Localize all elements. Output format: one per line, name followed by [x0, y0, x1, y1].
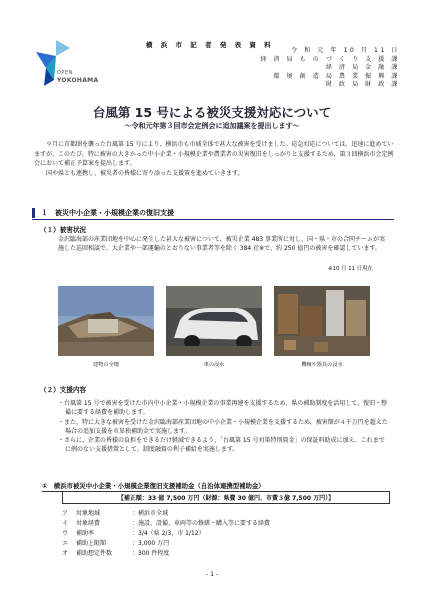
dept-4: 財 政 局 財 政 課 [325, 81, 400, 89]
logo-city-text: YOKOHAMA [57, 77, 99, 84]
subsidy-title: ① 横浜市被災中小企業・小規模企業復旧支援補助金（自治体連携型補助金） [42, 482, 265, 490]
photo-building-collapse [58, 286, 154, 356]
dept-3: 環 境 創 造 局 農 業 振 興 課 [273, 72, 400, 80]
detail-row: エ 補助上限額 ：3,000 万円 [62, 540, 170, 547]
release-meta [260, 47, 400, 90]
photo-car-flooded [166, 286, 262, 356]
page-number: - 1 - [206, 571, 218, 578]
damage-heading: （１）被害状況 [40, 226, 87, 234]
photo-caption-1: 建物の全壊 [93, 362, 119, 368]
support-bullet: ・また、特に大きな被害を受けた金沢臨海部産業団地の中小企業・小規模企業を支援するため、被害額が４千万円を超えた場合の追加支援を市単独補助金で実施します。 [58, 418, 388, 435]
subsidy-details [62, 509, 270, 559]
detail-row: オ 補助想定件数 ：300 件程度 [62, 550, 170, 557]
page-title: 台風第 15 号による被災支援対応について [92, 105, 332, 120]
intro-text [34, 140, 394, 178]
yokohama-logo [34, 38, 84, 96]
intro-paragraph-2: 国や県とも連携し、被災者の皆様に寄り添った支援策を進めていきます。 [46, 169, 244, 177]
dept-2: 経 済 局 金 融 課 [325, 64, 400, 72]
dept-1: 経 済 局 も の づ く り 支 援 課 [260, 55, 400, 63]
support-bullet: ・台風第 15 号で被害を受けた市内中小企業・小規模企業の事業再建を支援するため、県の補助制度を活用して、復旧・整備に要する経費を補助します。 [58, 400, 388, 417]
intro-paragraph-1: ９月に首都圏を襲った台風第 15 号により、横浜市も市域全体で甚大な被害を受けました。応急対応については、迅速に進めていますが、このたび、特に被害の大きかった中小企業・小規模企業や農業者の災害復旧をしっかりと支援するため、第３回横浜市会定例会において補正予算案を提出します。 [34, 141, 394, 168]
photo-caption-3: 機械や器具の浸水 [301, 362, 343, 368]
section-1-header [32, 208, 394, 220]
support-heading: （２）支援内容 [40, 386, 87, 394]
support-bullet: ・さらに、企業の皆様の負担をできるだけ軽減できるよう、「台風第 15 号対策特別資金」の保証料助成に加え、これまでに例のない支援措置として、制度融資の利子補給を実施します。 [58, 437, 385, 454]
photo-machinery-flooded [274, 286, 370, 356]
logo-open-text: OPEN [57, 70, 73, 76]
budget-box: 【補正額：33 億 7,500 万円（財源：県費 30 億円、市費３億 7,500 万円）】 [62, 491, 390, 504]
as-of-note: ※10 月 11 日現在 [328, 266, 373, 272]
support-bullets [58, 399, 388, 455]
damage-text: 金沢臨海部の産業団地を中心に発生した甚大な被害について、被災企業 483 事業所に対し、国・県・市の合同チームが実施した巡回相談で、大企業や一部運輸のとおりない事業者等を除く 384 社※で、約 250 億円の被害を確認しています。 [58, 236, 386, 253]
section-1-title: １ 被災中小企業・小規模企業の復旧支援 [32, 208, 174, 218]
detail-row: ウ 補助率 ：3/4（県 2/3、市 1/12） [62, 530, 205, 537]
release-date: 令 和 元 年 10 月 11 日 [291, 47, 400, 54]
photo-caption-2: 車の浸水 [203, 362, 225, 368]
detail-row: ア 対象地域 ：横浜市全域 [62, 510, 169, 517]
page-subtitle: ～令和元年第３回市会定例会に追加議案を提出します～ [124, 122, 300, 130]
detail-row: イ 対象経費 ：施設、設備、車両等の修繕・購入等に要する経費 [62, 520, 271, 527]
press-release-label: 横 浜 市 記 者 発 表 資 料 [146, 41, 274, 49]
